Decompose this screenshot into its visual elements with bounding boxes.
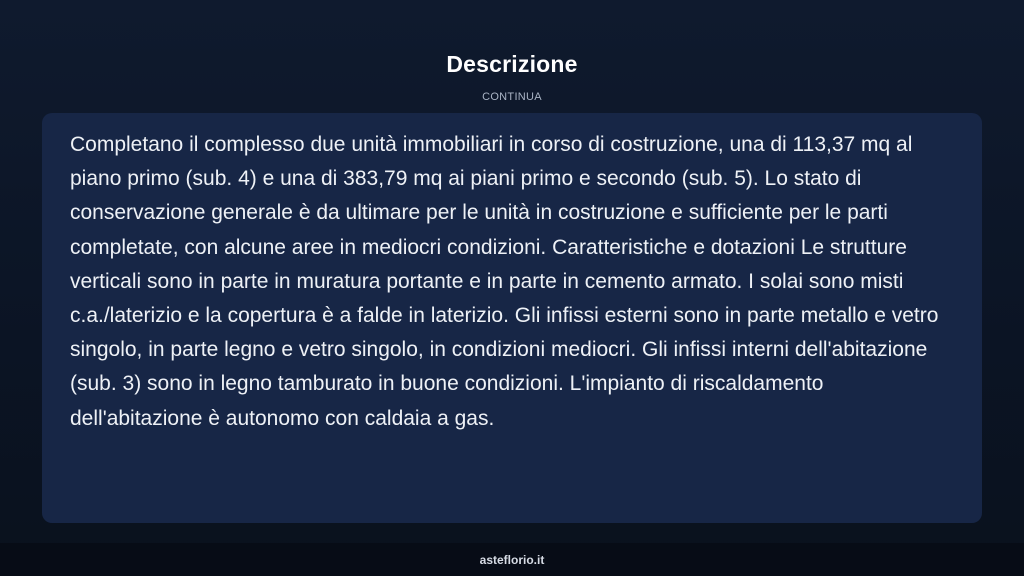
footer-site-label: asteflorio.it xyxy=(479,553,545,567)
page-title: Descrizione xyxy=(446,51,578,77)
continued-label: CONTINUA xyxy=(482,91,542,103)
footer-bar xyxy=(0,543,1024,576)
description-text: Completano il complesso due unità immobiliari in corso di costruzione, una di 113,37 mq al piano primo (sub. 4) e una di 383,79 mq ai piani primo e secondo (sub. 5). Lo stato di conservazione generale è da ultimare per le unità in costruzione e sufficiente per le parti completate, con alcune aree in mediocri condizioni. Caratteristiche e dotazioni Le strutture verticali sono in parte in muratura portante e in parte in cemento armato. I solai sono misti c.a./laterizio e la copertura è a falde in laterizio. Gli infissi esterni sono in parte metallo e vetro singolo, in parte legno e vetro singolo, in condizioni mediocri. Gli infissi interni dell'abitazione (sub. 3) sono in legno tamburato in buone condizioni. L'impianto di riscaldamento dell'abitazione è autonomo con caldaia a gas. xyxy=(70,133,939,430)
description-card xyxy=(42,113,982,523)
